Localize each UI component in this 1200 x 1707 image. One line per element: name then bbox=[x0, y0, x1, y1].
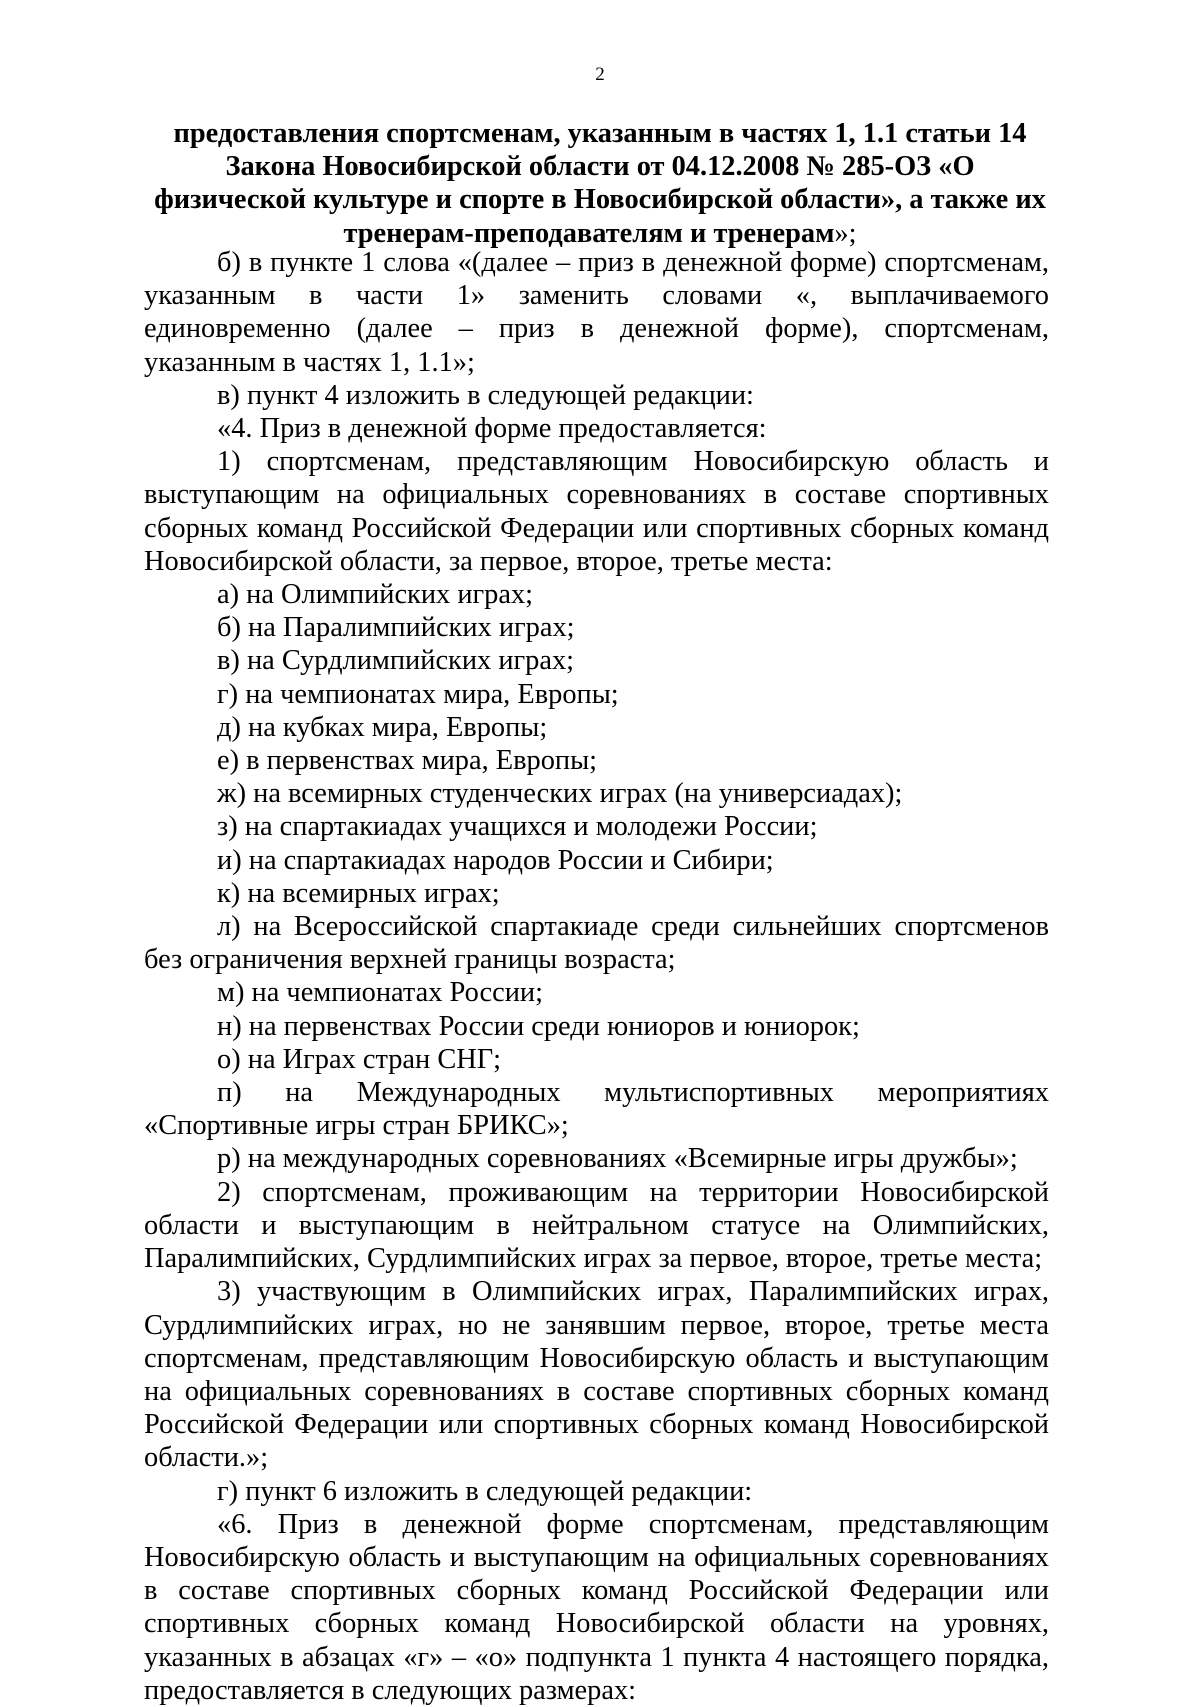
paragraph: 1) спортсменам, представляющим Новосибирскую область и выступающим на официальных соревнованиях в составе спортивных сборных команд Российской Федерации или спортивных сборных команд Новосибирской области, за первое, второе, третье места: bbox=[144, 446, 1049, 577]
list-item: л) на Всероссийской спартакиаде среди сильнейших спортсменов без ограничения верхней границы возраста; bbox=[144, 911, 1049, 976]
paragraph: 2) спортсменам, проживающим на территории Новосибирской области и выступающим в нейтральном статусе на Олимпийских, Паралимпийских, Сурдлимпийских играх за первое, второе, третье места; bbox=[144, 1176, 1049, 1275]
list-item: и) на спартакиадах народов России и Сибири; bbox=[217, 844, 774, 876]
page-number: 2 bbox=[595, 64, 605, 85]
document-heading bbox=[150, 117, 1050, 250]
list-item: о) на Играх стран СНГ; bbox=[217, 1043, 502, 1075]
list-item: д) на кубках мира, Европы; bbox=[217, 711, 548, 743]
heading-tail: »; bbox=[834, 217, 857, 249]
list-item: з) на спартакиадах учащихся и молодежи России; bbox=[217, 811, 818, 843]
list-item: е) в первенствах мира, Европы; bbox=[217, 745, 598, 777]
list-item: р) на международных соревнованиях «Всемирные игры дружбы»; bbox=[217, 1143, 1018, 1175]
paragraph: в) пункт 4 изложить в следующей редакции: bbox=[217, 379, 754, 411]
list-item: н) на первенствах России среди юниоров и юниорок; bbox=[217, 1010, 860, 1042]
paragraph: г) пункт 6 изложить в следующей редакции: bbox=[217, 1475, 753, 1507]
paragraph: 3) участвующим в Олимпийских играх, Паралимпийских играх, Сурдлимпийских играх, но не занявшим первое, второе, третье места спортсменам, представляющим Новосибирскую область и выступающим на официальных соревнованиях в составе спортивных сборных команд Российской Федерации или спортивных сборных команд Новосибирской области.»; bbox=[144, 1276, 1049, 1474]
paragraph: «4. Приз в денежной форме предоставляется: bbox=[217, 413, 767, 445]
list-item: а) на Олимпийских играх; bbox=[217, 579, 534, 611]
list-item: ж) на всемирных студенческих играх (на универсиадах); bbox=[217, 778, 903, 810]
list-item: г) на чемпионатах мира, Европы; bbox=[217, 678, 619, 710]
list-item: м) на чемпионатах России; bbox=[217, 977, 544, 1009]
heading-bold-text: предоставления спортсменам, указанным в частях 1, 1.1 статьи 14 Закона Новосибирской области от 04.12.2008 № 285-ОЗ «О физической культуре и спорте в Новосибирской области», а также их тренерам-преподавателям и тренерам bbox=[154, 118, 1046, 249]
document-body bbox=[144, 246, 1049, 1707]
list-item: в) на Сурдлимпийских играх; bbox=[217, 645, 575, 677]
paragraph: «6. Приз в денежной форме спортсменам, представляющим Новосибирскую область и выступающим на официальных соревнованиях в составе спортивных сборных команд Российской Федерации или спортивных сборных команд Новосибирской области на уровнях, указанных в абзацах «г» – «о» подпункта 1 пункта 4 настоящего порядка, предоставляется в следующих размерах: bbox=[144, 1508, 1049, 1706]
list-item: б) на Паралимпийских играх; bbox=[217, 612, 575, 644]
list-item: п) на Международных мультиспортивных мероприятиях «Спортивные игры стран БРИКС»; bbox=[144, 1077, 1049, 1142]
list-item: к) на всемирных играх; bbox=[217, 877, 500, 909]
paragraph: б) в пункте 1 слова «(далее – приз в денежной форме) спортсменам, указанным в части 1» заменить словами «, выплачиваемого единовременно (далее – приз в денежной форме), спортсменам, указанным в частях 1, 1.1»; bbox=[144, 247, 1049, 378]
